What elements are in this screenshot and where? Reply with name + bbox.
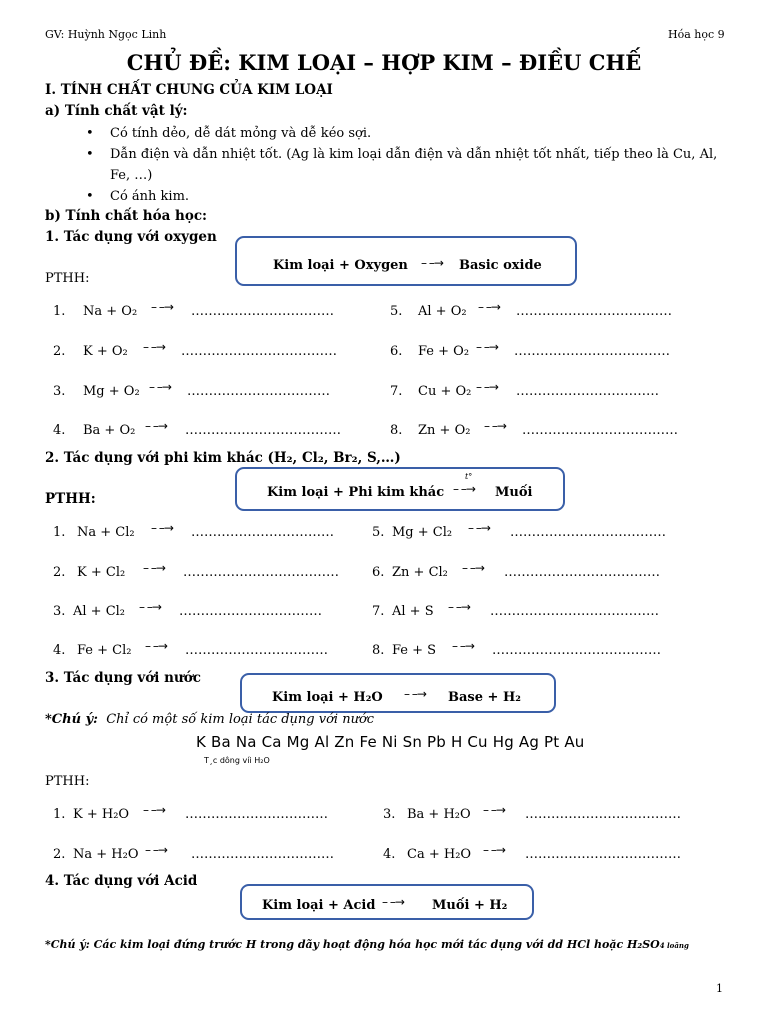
arrow-icon: – –→: [149, 380, 171, 394]
equation-row: 8. Fe + S – –→ …………………………………: [372, 639, 661, 658]
arrow-icon: – –→: [484, 419, 506, 433]
activity-series: K Ba Na Ca Mg Al Zn Fe Ni Sn Pb H Cu Hg Ag Pt Au: [196, 733, 585, 751]
arrow-icon: – –→: [145, 419, 167, 433]
heat-label: t°: [465, 472, 473, 481]
arrow-icon: – –→: [145, 843, 167, 857]
equation-row: 1. Na + O₂ – –→ ……………………………: [53, 300, 334, 319]
equation-row: 3. Mg + O₂ – –→ ……………………………: [53, 380, 330, 399]
equation-row: 3. Ba + H₂O – –→ ………………………………: [383, 803, 681, 822]
water-reaction-box: [240, 673, 556, 713]
box-products: Base + H₂: [448, 690, 521, 705]
oxygen-heading: 1. Tác dụng với oxygen: [45, 229, 217, 245]
equation-row: 1. Na + Cl₂ – –→ ……………………………: [53, 521, 334, 540]
box-reactants: Kim loại + H₂O: [272, 690, 383, 705]
arrow-icon: – –→: [453, 482, 475, 496]
physical-properties-list: [86, 123, 718, 207]
list-item: • Có tính dẻo, dễ dát mỏng và dễ kéo sợi.: [86, 126, 372, 141]
equation-row: 8. Zn + O₂ – –→ ………………………………: [390, 419, 678, 438]
equation-row: 5. Mg + Cl₂ – –→ ………………………………: [372, 521, 666, 540]
arrow-icon: – –→: [476, 380, 498, 394]
box-products: Muối + H₂: [432, 898, 508, 913]
list-item: • Dẫn điện và dẫn nhiệt tốt. (Ag là kim loại dẫn điện và dẫn nhiệt tốt nhất, tiếp theo là Cu, Al,: [86, 147, 718, 162]
pthh-label: PTHH:: [45, 271, 90, 286]
arrow-icon: – –→: [448, 600, 470, 614]
equation-row: 4. Ba + O₂ – –→ ………………………………: [53, 419, 341, 438]
arrow-icon: – –→: [483, 843, 505, 857]
acid-reaction-box: [240, 884, 534, 920]
arrow-icon: – –→: [139, 600, 161, 614]
arrow-icon: – –→: [382, 895, 404, 909]
list-item: • Có ánh kim.: [86, 189, 190, 204]
arrow-icon: – –→: [478, 300, 500, 314]
nonmetal-reaction-box: [235, 467, 565, 511]
arrow-icon: – –→: [145, 639, 167, 653]
arrow-icon: – –→: [452, 639, 474, 653]
box-products: Muối: [495, 485, 533, 500]
arrow-icon: – –→: [143, 803, 165, 817]
acid-heading: 4. Tác dụng với Acid: [45, 873, 198, 889]
physical-properties-heading: a) Tính chất vật lý:: [45, 103, 188, 119]
equation-row: 5. Al + O₂ – –→ ………………………………: [390, 300, 672, 319]
arrow-icon: – –→: [143, 561, 165, 575]
arrow-icon: – –→: [151, 300, 173, 314]
box-reactants: Kim loại + Acid: [262, 898, 376, 913]
page-title: CHỦ ĐỀ: KIM LOẠI – HỢP KIM – ĐIỀU CHẾ: [126, 50, 642, 75]
equation-row: 6. Fe + O₂ – –→ ………………………………: [390, 340, 670, 359]
box-reactants: Kim loại + Oxygen: [273, 258, 408, 273]
pthh-label: PTHH:: [45, 491, 96, 507]
water-note: *Chú ý: Chỉ có một số kim loại tác dụng với nước: [45, 712, 375, 727]
activity-series-caption: T¸c dông víi H₂O: [204, 756, 270, 765]
arrow-icon: – –→: [483, 803, 505, 817]
arrow-icon: – –→: [151, 521, 173, 535]
water-heading: 3. Tác dụng với nước: [45, 670, 201, 686]
page-number: 1: [716, 982, 723, 995]
header-teacher: GV: Huỳnh Ngọc Linh: [45, 28, 167, 41]
arrow-icon: – –→: [468, 521, 490, 535]
section-heading: I. TÍNH CHẤT CHUNG CỦA KIM LOẠI: [45, 82, 333, 98]
equation-row: 4. Fe + Cl₂ – –→ ……………………………: [53, 639, 328, 658]
nonmetal-heading: 2. Tác dụng với phi kim khác (H₂, Cl₂, Br₂, S,…): [45, 450, 401, 466]
arrow-icon: – –→: [476, 340, 498, 354]
equation-row: 2. K + Cl₂ – –→ ………………………………: [53, 561, 339, 580]
equation-row: 2. Na + H₂O – –→ ……………………………: [53, 843, 334, 862]
equation-row: 2. K + O₂ – –→ ………………………………: [53, 340, 337, 359]
equation-row: 7. Al + S – –→ …………………………………: [372, 600, 659, 619]
list-item-continuation: Fe, …): [110, 168, 153, 183]
equation-row: 6. Zn + Cl₂ – –→ ………………………………: [372, 561, 660, 580]
box-products: Basic oxide: [459, 258, 542, 273]
box-reactants: Kim loại + Phi kim khác: [267, 485, 445, 500]
header-subject: Hóa học 9: [668, 28, 725, 41]
arrow-icon: – –→: [421, 256, 443, 270]
arrow-icon: – –→: [143, 340, 165, 354]
arrow-icon: – –→: [404, 687, 426, 701]
equation-row: 3. Al + Cl₂ – –→ ……………………………: [53, 600, 322, 619]
equation-row: 7. Cu + O₂ – –→ ……………………………: [390, 380, 659, 399]
equation-row: 4. Ca + H₂O – –→ ………………………………: [383, 843, 681, 862]
chemical-properties-heading: b) Tính chất hóa học:: [45, 208, 208, 224]
arrow-icon: – –→: [462, 561, 484, 575]
oxygen-reaction-box: [235, 236, 577, 286]
equation-row: 1. K + H₂O – –→ ……………………………: [53, 803, 328, 822]
pthh-label: PTHH:: [45, 774, 90, 789]
acid-note: *Chú ý: Các kim loại đứng trước H trong dãy hoạt động hóa học mới tác dụng với dd HCl hoặc H₂SO4 loãng: [45, 938, 689, 951]
